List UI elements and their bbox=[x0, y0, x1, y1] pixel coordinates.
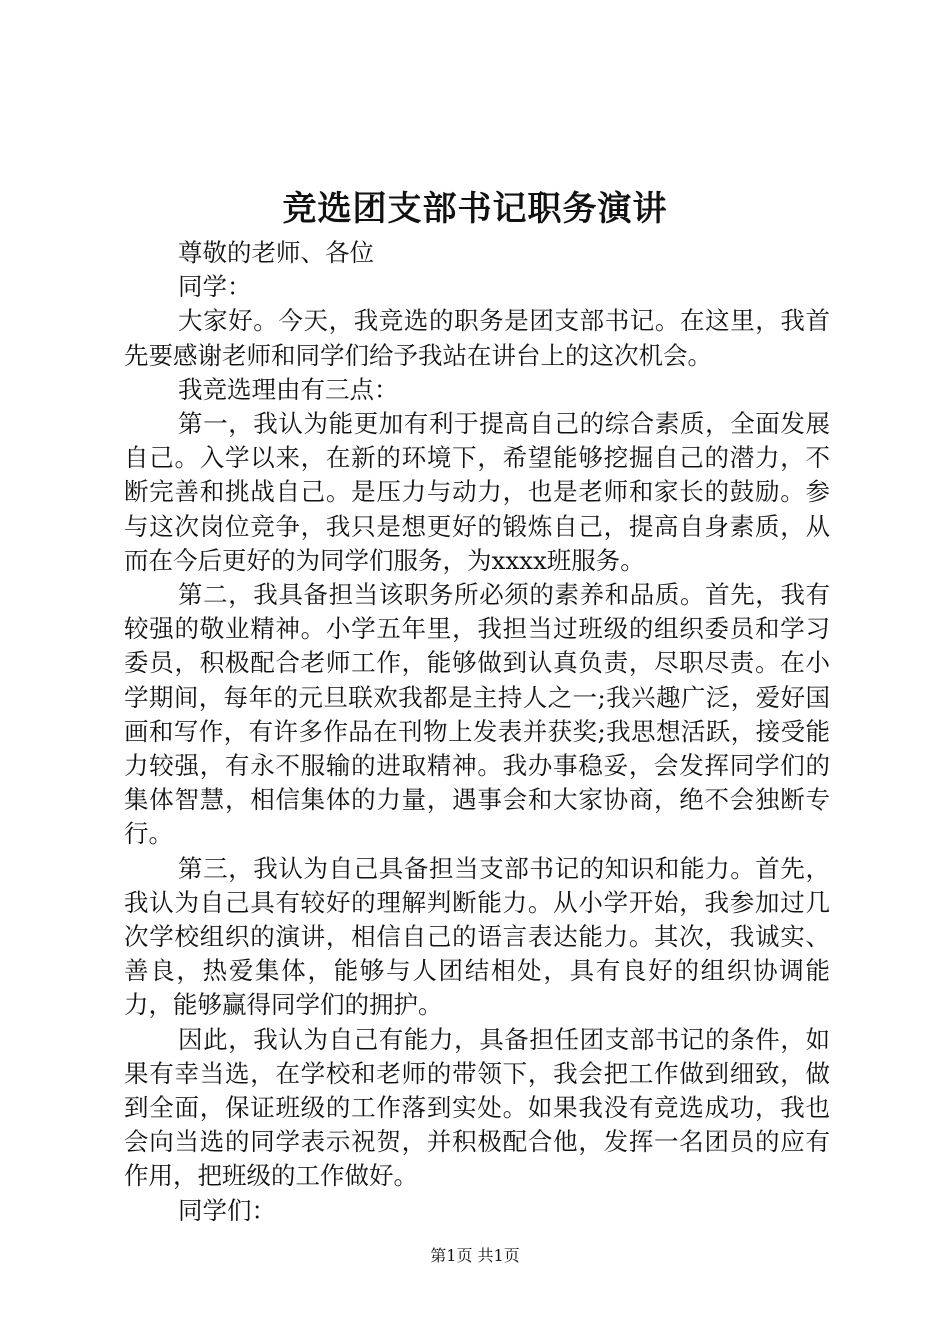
opening-paragraph: 大家好。今天，我竞选的职务是团支部书记。在这里，我首先要感谢老师和同学们给予我站在讲台上的这次机会。 bbox=[124, 306, 830, 370]
reason-one-paragraph: 第一，我认为能更加有利于提高自己的综合素质，全面发展自己。入学以来，在新的环境下，希望能够挖掘自己的潜力，不断完善和挑战自己。是压力与动力，也是老师和家长的鼓励。参与这次岗位竞争，我只是想更好的锻炼自己，提高自身素质，从而在今后更好的为同学们服务，为xxxx班服务。 bbox=[124, 409, 830, 575]
conclusion-paragraph: 因此，我认为自己有能力，具备担任团支部书记的条件，如果有幸当选，在学校和老师的带领下，我会把工作做到细致，做到全面，保证班级的工作落到实处。如果我没有竞选成功，我也会向当选的同学表示祝贺，并积极配合他，发挥一名团员的应有作用，把班级的工作做好。 bbox=[124, 1024, 830, 1191]
closing-address: 同学们： bbox=[178, 1195, 276, 1225]
reason-three-paragraph: 第三，我认为自己具备担当支部书记的知识和能力。首先，我认为自己具有较好的理解判断能力。从小学开始，我参加过几次学校组织的演讲，相信自己的语言表达能力。其次，我诚实、善良，热爱集体，能够与人团结相处，具有良好的组织协调能力，能够赢得同学们的拥护。 bbox=[124, 853, 830, 1020]
reason-two-paragraph: 第二，我具备担当该职务所必须的素养和品质。首先，我有较强的敬业精神。小学五年里，我担当过班级的组织委员和学习委员，积极配合老师工作，能够做到认真负责，尽职尽责。在小学期间，每年的元旦联欢我都是主持人之一;我兴趣广泛，爱好国画和写作，有许多作品在刊物上发表并获奖;我思想活跃，接受能力较强，有永不服输的进取精神。我办事稳妥，会发挥同学们的集体智慧，相信集体的力量，遇事会和大家协商，绝不会独断专行。 bbox=[124, 580, 830, 849]
document-title: 竞选团支部书记职务演讲 bbox=[282, 189, 668, 229]
greeting-line-1: 尊敬的老师、各位 bbox=[178, 238, 374, 267]
reasons-intro: 我竞选理由有三点： bbox=[178, 374, 399, 404]
page-footer: 第1页 共1页 bbox=[430, 1246, 520, 1265]
greeting-line-2: 同学： bbox=[178, 272, 252, 302]
document-body bbox=[124, 236, 830, 1228]
